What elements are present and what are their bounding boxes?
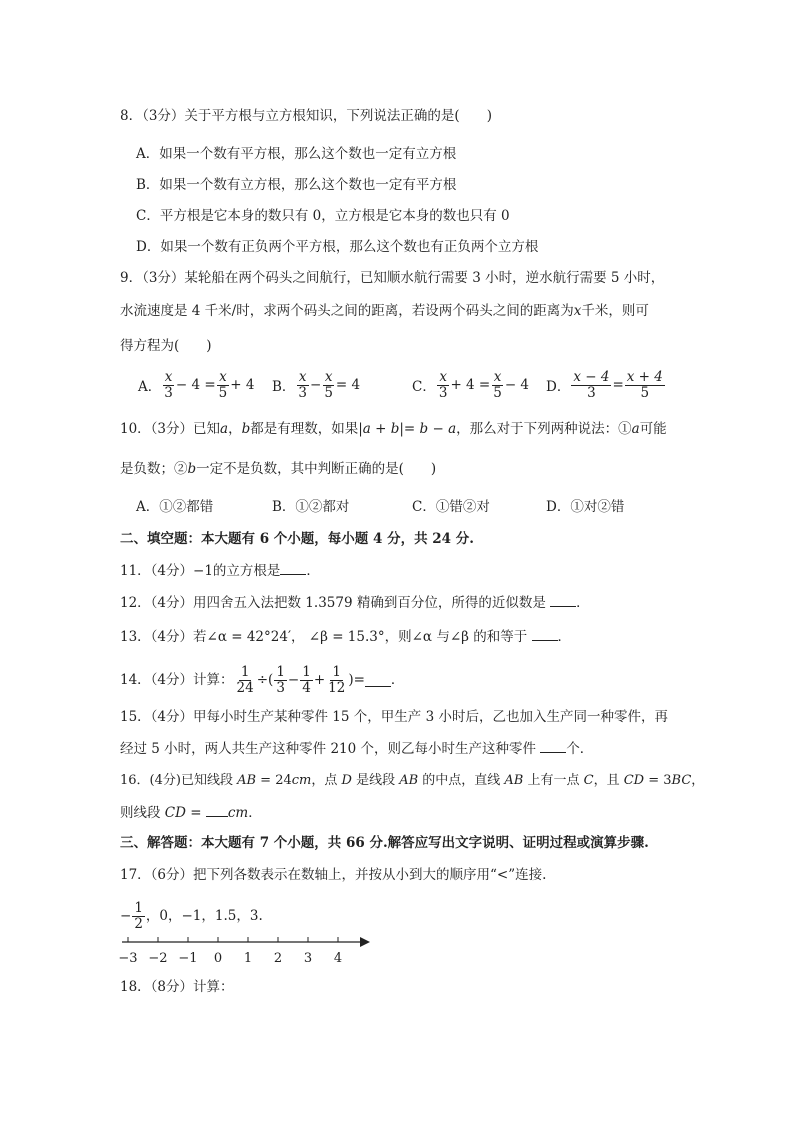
number-line-tick-label: 3 xyxy=(303,951,313,966)
q9-option-d: D． $\frac{x - 4}{3}$ = $\frac{x + 4}{5}$ xyxy=(546,368,663,401)
q17-stem: 17．（6分）把下列各数表示在数轴上，并按从小到大的顺序用“<”连接. xyxy=(120,867,547,883)
q8-option-c: C．平方根是它本身的数只有 0，立方根是它本身的数也只有 0 xyxy=(136,208,510,224)
q14: 14．（4分）计算： $\frac{1}{24}$ ÷( $\frac{1}{3}$ − $\frac{1}{4}$ + $\frac{1}{12}$ )= ． xyxy=(120,663,405,696)
q15-line1: 15．（4分）甲每小时生产某种零件 15 个，甲生产 3 小时后，乙也加入生产同一种零件，再 xyxy=(120,709,668,725)
q8-stem: 8．（3分）关于平方根与立方根知识，下列说法正确的是( ) xyxy=(120,108,492,124)
q9-line3: 得方程为( ) xyxy=(120,338,212,354)
q9-line2: 水流速度是 4 千米/时，求两个码头之间的距离，若设两个码头之间的距离为x千米，则可 xyxy=(120,303,649,319)
q10-option-a: A．①②都错 xyxy=(136,499,214,515)
q8-option-d: D．如果一个数有正负两个平方根，那么这个数也有正负两个立方根 xyxy=(136,239,539,255)
q10-option-c: C．①错②对 xyxy=(412,499,490,515)
q16-line1: 16．(4分)已知线段 AB = 24cm，点 D 是线段 AB 的中点，直线 AB 上有一点 C，且 CD = 3BC， xyxy=(120,773,705,788)
section-2-heading: 二、填空题：本大题有 6 个小题，每小题 4 分，共 24 分. xyxy=(120,531,474,547)
number-line-tick-label: −1 xyxy=(178,951,198,966)
number-line-arrow-icon xyxy=(360,937,370,947)
q15-line2: 经过 5 小时，两人共生产这种零件 210 个，则乙每小时生产这种零件 个． xyxy=(120,741,594,757)
q16-cd-2: CD xyxy=(164,805,186,821)
q9-option-b: B． $\frac{x}{3}$ − $\frac{x}{5}$ = 4 xyxy=(272,368,361,401)
q16-line2: 则线段 CD = cm． xyxy=(120,805,262,821)
q10-option-b: B．①②都对 xyxy=(272,499,350,515)
number-line-tick-label: 2 xyxy=(273,951,283,966)
q13-answer-blank[interactable] xyxy=(532,628,558,641)
q12: 12．（4分）用四舍五入法把数 1.3579 精确到百分位，所得的近似数是 ． xyxy=(120,595,590,611)
q16-answer-blank[interactable] xyxy=(206,804,228,817)
q9-option-a: A． $\frac{x}{3}$ − 4 = $\frac{x}{5}$ + 4 xyxy=(138,368,255,401)
q10-b-ref: b xyxy=(187,461,197,477)
number-line-tick-label: 0 xyxy=(213,951,223,966)
q14-answer-blank[interactable] xyxy=(365,674,391,687)
q10-a-ref: a xyxy=(631,421,640,437)
q8-option-a: A．如果一个数有平方根，那么这个数也一定有立方根 xyxy=(136,146,457,162)
q9-line1: 9．（3分）某轮船在两个码头之间航行，已知顺水航行需要 3 小时，逆水航行需要 5 小时， xyxy=(120,270,665,286)
q15-answer-blank[interactable] xyxy=(540,740,566,753)
q17-numbers: − $\frac{1}{2}$ ，0，−1，1.5，3. xyxy=(120,899,263,932)
q12-answer-blank[interactable] xyxy=(550,594,576,607)
section-3-heading: 三、解答题：本大题有 7 个小题，共 66 分.解答应写出文字说明、证明过程或演算步骤. xyxy=(120,835,649,851)
number-line xyxy=(114,932,376,976)
q10-line1: 10．（3分）已知a，b都是有理数，如果|a + b|= b − a，那么对于下列两种说法：①a可能 xyxy=(120,421,667,437)
q9-option-c: C． $\frac{x}{3}$ + 4 = $\frac{x}{5}$ − 4 xyxy=(412,368,530,401)
q11: 11．（4分）−1的立方根是 ． xyxy=(120,563,320,579)
q8-option-b: B．如果一个数有立方根，那么这个数也一定有平方根 xyxy=(136,177,457,193)
q16-ab-3: AB xyxy=(504,773,524,788)
number-line-tick-label: −3 xyxy=(118,951,138,966)
number-line-tick-label: 1 xyxy=(243,951,253,966)
q16-cm-2: cm xyxy=(227,805,249,821)
q16-ab-2: AB xyxy=(399,773,419,788)
q11-answer-blank[interactable] xyxy=(280,562,306,575)
number-line-tick-label: 4 xyxy=(333,951,343,966)
number-line-tick-label: −2 xyxy=(148,951,168,966)
q10-option-d: D．①对②错 xyxy=(546,499,625,515)
q13: 13．（4分）若∠α = 42°24′， ∠β = 15.3°，则∠α 与∠β 的和等于 ． xyxy=(120,629,572,645)
q18-stem: 18．（8分）计算： xyxy=(120,979,234,995)
q10-line2: 是负数；②b一定不是负数，其中判断正确的是( ) xyxy=(120,461,437,477)
